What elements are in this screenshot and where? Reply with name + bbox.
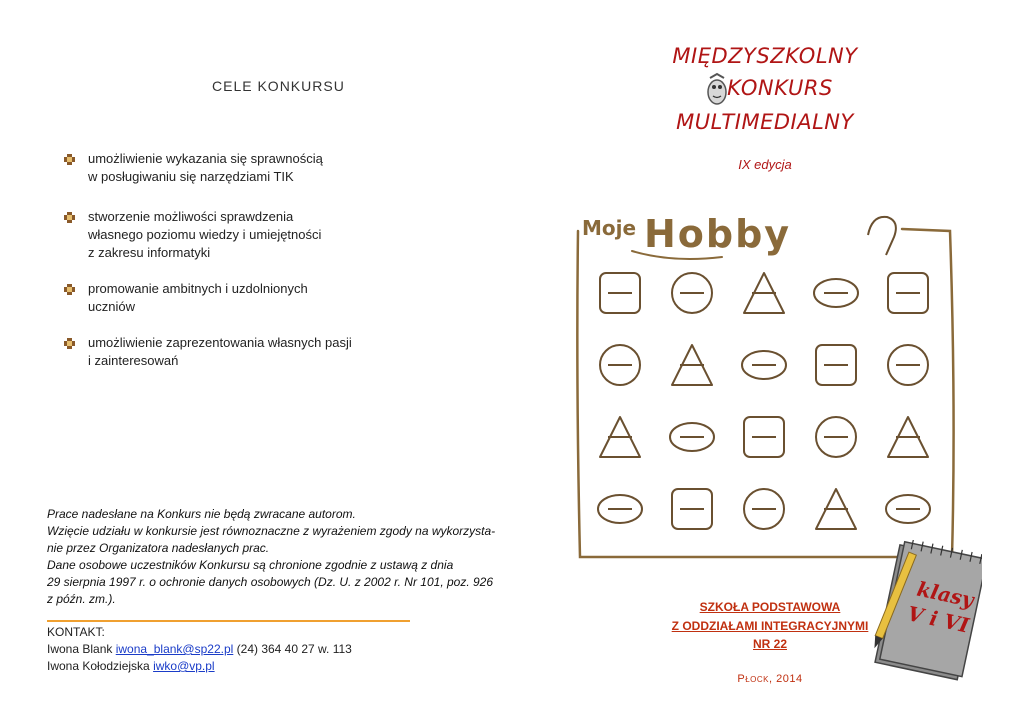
goal-item [64, 150, 384, 186]
chess-icon [600, 273, 640, 313]
guitar-icon [888, 345, 928, 385]
goal-text: stworzenie możliwości sprawdzenia własnego poziomu wiedzy i umiejętności z zakresu informatyki [88, 209, 322, 260]
edition-label: IX edycja [738, 157, 792, 172]
writing-icon [816, 417, 856, 457]
camera-icon [670, 423, 714, 451]
contact-block [47, 624, 352, 675]
contact-phone: (24) 364 40 27 w. 113 [233, 642, 352, 656]
maracas-icon [888, 417, 928, 457]
bullet-icon [64, 338, 75, 349]
fishbowl-icon [816, 489, 856, 529]
title-line: KONKURS [727, 76, 833, 100]
divider [47, 620, 410, 622]
notes-paragraph: Prace nadesłane na Konkurs nie będą zwracane autorom. Wzięcie udziału w konkursie jest równoznaczne z wyrażeniem zgody na wykorzysta- nie przez Organizatora nadesłanych prac. Dane osobowe uczestników Konkursu są chronione zgodnie z ustawą z dnia 29 sierpnia 1997 r. o ochronie danych osobowych (Dz. U. z 2002 r. Nr 101, poz. 926 z późn. zm.). [47, 507, 496, 606]
bowling-icon [672, 345, 712, 385]
bullet-icon [64, 284, 75, 295]
contact-name: Iwona Blank [47, 642, 116, 656]
place-date: Płock, 2014 [737, 673, 803, 685]
palette-icon [742, 351, 786, 379]
goal-item [64, 280, 384, 316]
title-line: MIĘDZYSZKOLNY [672, 44, 858, 68]
goal-item [64, 208, 384, 262]
school-line: NR 22 [752, 637, 787, 651]
hobby-small-text: Moje [582, 216, 637, 240]
notepad-icon [872, 540, 982, 690]
goal-text: umożliwienie wykazania się sprawnością w posługiwaniu się narzędziami TIK [88, 151, 323, 184]
goals-title: CELE KONKURSU [212, 78, 345, 94]
piano-icon [888, 273, 928, 313]
cards-icon [814, 279, 858, 307]
stamp-icon [672, 273, 712, 313]
school-line: SZKOŁA PODSTAWOWA [699, 600, 841, 614]
film-icon [816, 345, 856, 385]
gamepad-icon [886, 495, 930, 523]
email-link[interactable]: iwko@vp.pl [153, 659, 215, 673]
airplane-icon [744, 273, 784, 313]
bullet-icon [64, 154, 75, 165]
hobby-illustration [572, 205, 958, 565]
balloon-icon [672, 489, 712, 529]
hobby-big-text: Hobby [644, 212, 792, 256]
notepad-text: klasy [914, 576, 976, 613]
bowl-icon [744, 489, 784, 529]
plant-icon [744, 417, 784, 457]
contact-label: KONTAKT: [47, 625, 105, 639]
bullet-icon [64, 212, 75, 223]
goal-text: umożliwienie zaprezentowania własnych pasji i zainteresowań [88, 335, 352, 368]
puzzle-icon [598, 495, 642, 523]
contact-row [47, 658, 352, 675]
basketball-icon [600, 345, 640, 385]
book-icon [600, 417, 640, 457]
school-line: Z ODDZIAŁAMI INTEGRACYJNYMI [671, 619, 869, 633]
notepad-text: V i VI [905, 601, 972, 638]
goal-text: promowanie ambitnych i uzdolnionych uczniów [88, 281, 308, 314]
email-link[interactable]: iwona_blank@sp22.pl [115, 642, 234, 656]
contact-name: Iwona Kołodziejska [47, 659, 154, 673]
contact-row [47, 641, 352, 658]
goal-item [64, 334, 384, 370]
title-line: MULTIMEDIALNY [676, 110, 854, 134]
